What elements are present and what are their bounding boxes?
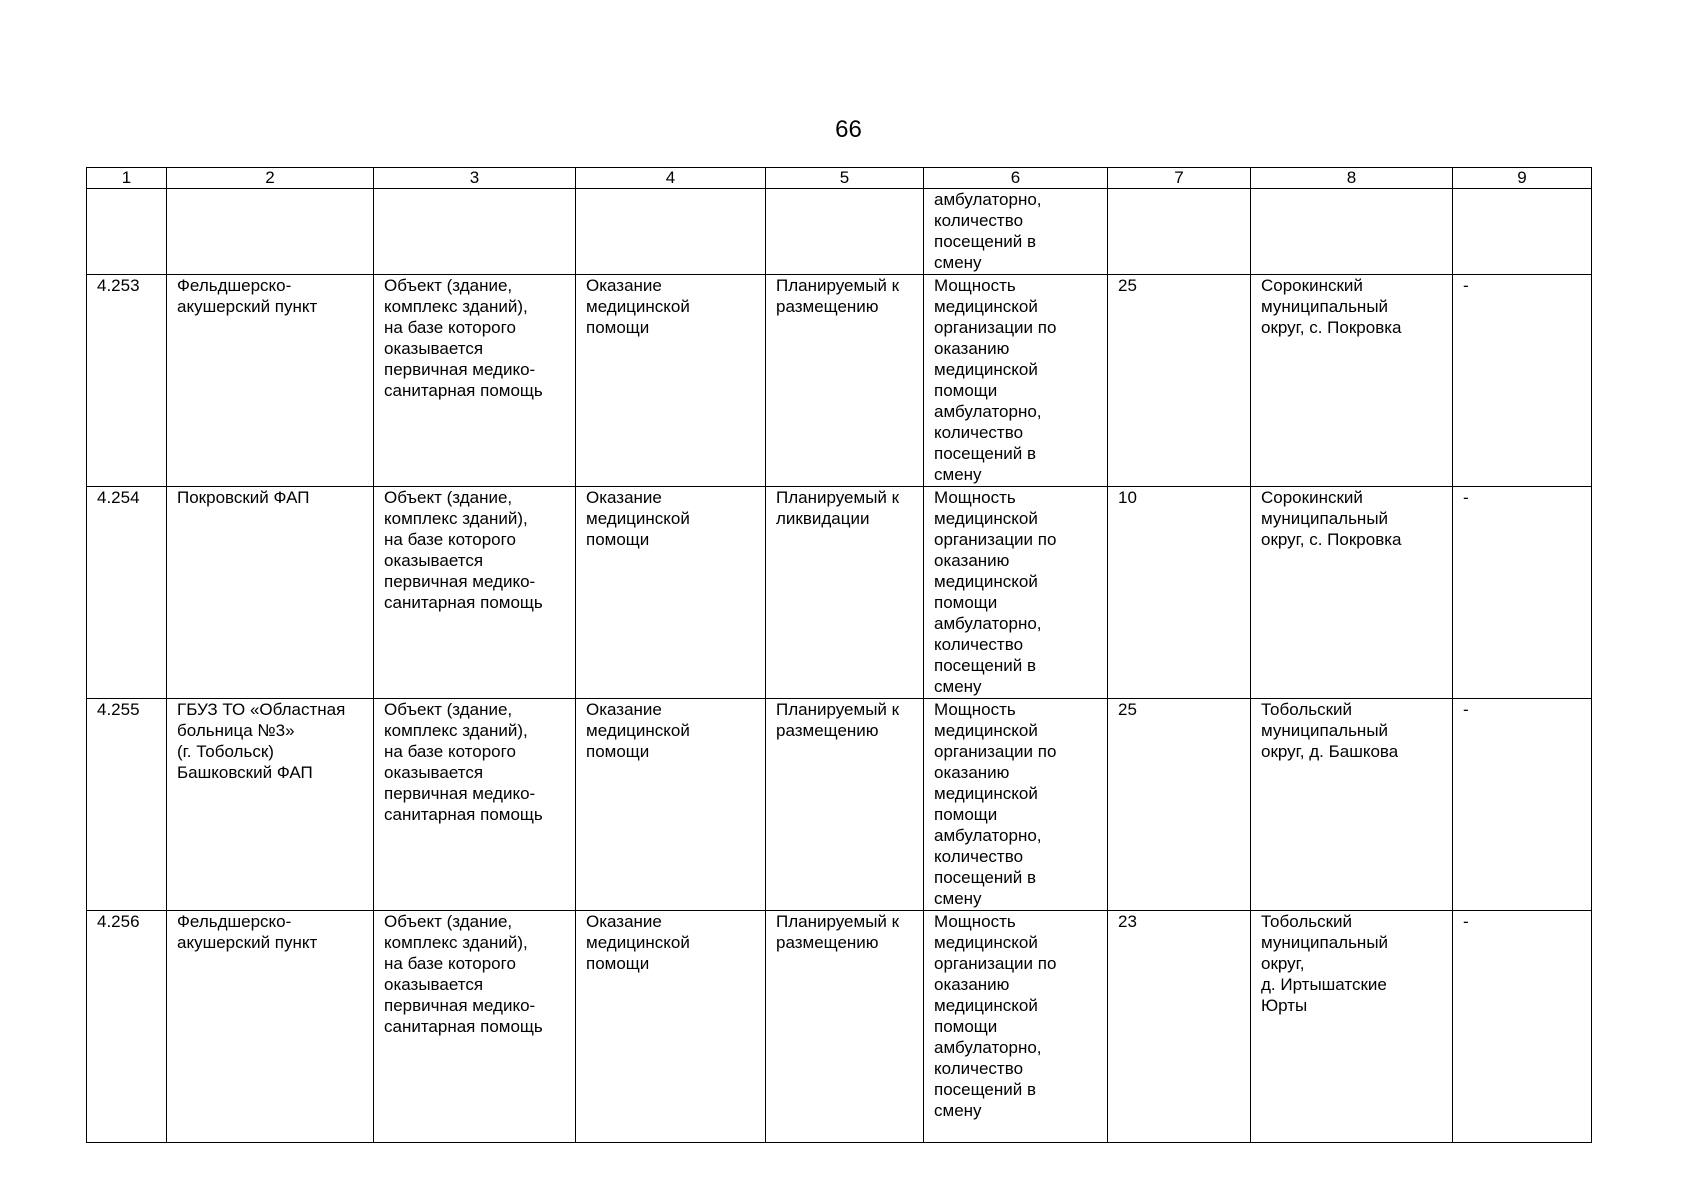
column-header: 1 bbox=[87, 168, 167, 189]
column-header: 6 bbox=[924, 168, 1108, 189]
continuation-row bbox=[87, 189, 1592, 275]
cell-purpose: Оказание медицинской помощи bbox=[576, 487, 766, 699]
cell-value: 25 bbox=[1108, 699, 1251, 911]
table-cell bbox=[576, 189, 766, 275]
cell-location: Сорокинский муниципальный округ, с. Покровка bbox=[1251, 275, 1453, 487]
cell-zone: - bbox=[1453, 275, 1592, 487]
page-number: 66 bbox=[835, 116, 862, 143]
column-header: 5 bbox=[766, 168, 924, 189]
cell-name: Фельдшерско- акушерский пункт bbox=[167, 275, 374, 487]
cell-object: Объект (здание, комплекс зданий), на базе которого оказывается первичная медико- санитарная помощь bbox=[374, 911, 576, 1143]
column-header: 4 bbox=[576, 168, 766, 189]
cell-status: Планируемый к размещению bbox=[766, 911, 924, 1143]
cell-characteristic: Мощность медицинской организации по оказанию медицинской помощи амбулаторно, количество посещений в смену bbox=[924, 275, 1108, 487]
cell-num: 4.256 bbox=[87, 911, 167, 1143]
cell-characteristic: Мощность медицинской организации по оказанию медицинской помощи амбулаторно, количество посещений в смену bbox=[924, 487, 1108, 699]
cell-object: Объект (здание, комплекс зданий), на базе которого оказывается первичная медико- санитарная помощь bbox=[374, 275, 576, 487]
cell-location: Тобольский муниципальный округ, д. Иртышатские Юрты bbox=[1251, 911, 1453, 1143]
table-row bbox=[87, 487, 1592, 699]
cell-value: 23 bbox=[1108, 911, 1251, 1143]
cell-status: Планируемый к ликвидации bbox=[766, 487, 924, 699]
table-row bbox=[87, 275, 1592, 487]
cell-name: Фельдшерско- акушерский пункт bbox=[167, 911, 374, 1143]
cell-num: 4.255 bbox=[87, 699, 167, 911]
table-cell bbox=[1251, 189, 1453, 275]
cell-characteristic: Мощность медицинской организации по оказанию медицинской помощи амбулаторно, количество посещений в смену bbox=[924, 911, 1108, 1143]
cell-object: Объект (здание, комплекс зданий), на базе которого оказывается первичная медико- санитарная помощь bbox=[374, 487, 576, 699]
cell-location: Тобольский муниципальный округ, д. Башкова bbox=[1251, 699, 1453, 911]
cell-num: 4.253 bbox=[87, 275, 167, 487]
cell-purpose: Оказание медицинской помощи bbox=[576, 275, 766, 487]
cell-object: Объект (здание, комплекс зданий), на базе которого оказывается первичная медико- санитарная помощь bbox=[374, 699, 576, 911]
cell-value: 10 bbox=[1108, 487, 1251, 699]
column-header: 3 bbox=[374, 168, 576, 189]
cell-zone: - bbox=[1453, 699, 1592, 911]
cell-status: Планируемый к размещению bbox=[766, 699, 924, 911]
cell-zone: - bbox=[1453, 487, 1592, 699]
cell-zone: - bbox=[1453, 911, 1592, 1143]
cell-num: 4.254 bbox=[87, 487, 167, 699]
objects-table bbox=[86, 167, 1592, 1143]
header-row bbox=[87, 168, 1592, 189]
table-cell bbox=[374, 189, 576, 275]
cell-name: ГБУЗ ТО «Областная больница №3» (г. Тобольск) Башковский ФАП bbox=[167, 699, 374, 911]
table-cell bbox=[87, 189, 167, 275]
table-row bbox=[87, 699, 1592, 911]
column-header: 9 bbox=[1453, 168, 1592, 189]
cell-purpose: Оказание медицинской помощи bbox=[576, 911, 766, 1143]
cell-characteristic: Мощность медицинской организации по оказанию медицинской помощи амбулаторно, количество посещений в смену bbox=[924, 699, 1108, 911]
column-header: 2 bbox=[167, 168, 374, 189]
cell-name: Покровский ФАП bbox=[167, 487, 374, 699]
table-cell bbox=[167, 189, 374, 275]
column-header: 7 bbox=[1108, 168, 1251, 189]
table-cell bbox=[766, 189, 924, 275]
cell-value: 25 bbox=[1108, 275, 1251, 487]
table-cell bbox=[1453, 189, 1592, 275]
cell-status: Планируемый к размещению bbox=[766, 275, 924, 487]
table-cell bbox=[1108, 189, 1251, 275]
cell-location: Сорокинский муниципальный округ, с. Покровка bbox=[1251, 487, 1453, 699]
column-header: 8 bbox=[1251, 168, 1453, 189]
table-cell: амбулаторно, количество посещений в смену bbox=[924, 189, 1108, 275]
cell-purpose: Оказание медицинской помощи bbox=[576, 699, 766, 911]
table-row bbox=[87, 911, 1592, 1143]
